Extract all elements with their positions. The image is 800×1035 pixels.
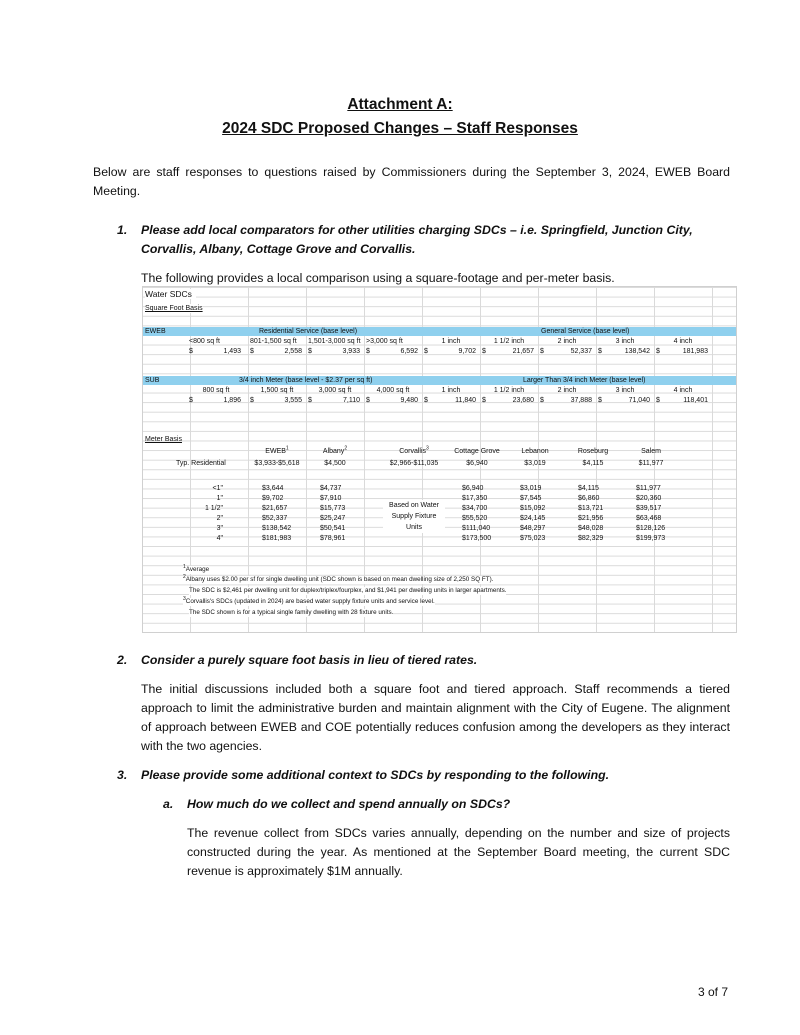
sub-currency-symbol: $ <box>656 397 660 404</box>
eweb-value-cell: 3,933 <box>342 348 360 355</box>
sub-value-cell: 7,110 <box>343 397 360 404</box>
meter-value-cell: $3,019 <box>520 485 542 492</box>
meter-header-roseburg: Roseburg <box>577 448 609 455</box>
eweb-col-header: 4 inch <box>673 338 693 345</box>
eweb-general-header: General Service (base level) <box>541 328 630 335</box>
table-title: Water SDCs <box>145 289 196 299</box>
meter-value-cell: $21,657 <box>262 505 288 512</box>
meter-header-eweb: EWEB$^1$ <box>265 445 289 455</box>
eweb-currency-symbol: $ <box>366 348 370 355</box>
sub-col-header: 3 inch <box>615 387 635 394</box>
eweb-header-band <box>143 327 736 336</box>
meter-value-cell: $3,644 <box>262 485 284 492</box>
sub-currency-symbol: $ <box>598 397 602 404</box>
meter-value-cell: $48,297 <box>520 525 546 532</box>
typ-residential-value: $6,940 <box>466 460 488 467</box>
eweb-currency-symbol: $ <box>424 348 428 355</box>
meter-value-cell: $50,541 <box>320 525 346 532</box>
meter-header-albany: Albany$^2$ <box>322 445 348 455</box>
sub-currency-symbol: $ <box>308 397 312 404</box>
question-3-text: Please provide some additional context to SDCs by responding to the following. <box>141 768 610 782</box>
question-1 <box>117 221 731 259</box>
eweb-col-header: 1,501-3,000 sq ft <box>308 338 361 345</box>
sub-currency-symbol: $ <box>250 397 254 404</box>
meter-value-cell: $15,773 <box>320 505 346 512</box>
meter-value-cell: $7,910 <box>320 495 342 502</box>
meter-size-label: 1 1/2" <box>204 505 223 512</box>
meter-value-cell: $111,040 <box>462 525 491 532</box>
meter-value-cell: $11,977 <box>636 485 661 492</box>
question-2-answer: The initial discussions included both a square foot and tiered approach. Staff recommends a tiered approach to limit the administrative burden and maintain alignment with the City of Eugene. The alignment of approach between EWEB and COE potentially reduces confusion among the developers as they interact with the two agencies. <box>141 682 730 753</box>
sub-currency-symbol: $ <box>189 397 193 404</box>
meter-size-label: 3" <box>216 525 223 532</box>
sub-col-header: 3,000 sq ft <box>318 387 352 394</box>
eweb-col-header: 2 inch <box>557 338 577 345</box>
typ-residential-value: $3,019 <box>524 460 546 467</box>
sdc-comparison-table <box>142 286 737 633</box>
typ-residential-value: $2,966-$11,035 <box>389 460 439 467</box>
eweb-currency-symbol: $ <box>482 348 486 355</box>
eweb-currency-symbol: $ <box>250 348 254 355</box>
typ-residential-value: $3,933-$5,618 <box>254 460 300 467</box>
document-subtitle: 2024 SDC Proposed Changes – Staff Responses <box>222 120 578 137</box>
meter-header-lebanon: Lebanon <box>521 448 549 455</box>
question-3-number: 3. <box>117 768 128 782</box>
sub-value-cell: 1,896 <box>223 397 241 404</box>
eweb-col-header: >3,000 sq ft <box>366 338 403 345</box>
footnote-2b: The SDC is $2,461 per dwelling unit for duplex/triplex/fourplex, and $1,941 per dwelling units in larger apartments. <box>189 587 507 594</box>
eweb-col-header: 801-1,500 sq ft <box>250 338 297 345</box>
meter-value-cell: $24,145 <box>520 515 546 522</box>
sub-value-cell: 11,840 <box>455 397 476 404</box>
eweb-currency-symbol: $ <box>308 348 312 355</box>
sub-general-header: Larger Than 3/4 inch Meter (base level) <box>523 377 646 384</box>
question-3a-text: How much do we collect and spend annually on SDCs? <box>187 797 511 811</box>
eweb-col-header: 3 inch <box>615 338 635 345</box>
sub-value-cell: 9,480 <box>400 397 418 404</box>
eweb-currency-symbol: $ <box>656 348 660 355</box>
question-1-answer: The following provides a local comparison using a square-footage and per-meter basis. <box>141 271 615 285</box>
meter-value-cell: $6,860 <box>578 495 600 502</box>
footnote-1: $^1$Average <box>183 563 210 573</box>
sub-currency-symbol: $ <box>540 397 544 404</box>
meter-value-cell: $181,983 <box>262 535 292 542</box>
question-3 <box>117 766 731 785</box>
eweb-value-cell: 1,493 <box>223 348 241 355</box>
meter-value-cell: $4,115 <box>578 485 599 492</box>
question-3a-answer: The revenue collect from SDCs varies annually, depending on the number and size of projects constructed during the year. As mentioned at the September Board meeting, the current SDC revenue is approximately $1M annually. <box>187 826 730 878</box>
typ-residential-value: $4,115 <box>582 460 604 467</box>
sub-col-header: 2 inch <box>557 387 577 394</box>
footnote-3a: $^3$Corvallis's SDCs (updated in 2024) are based water supply fixture units and service level. <box>183 595 435 605</box>
meter-value-cell: $128,126 <box>636 525 666 532</box>
attachment-title: Attachment A: <box>347 96 453 113</box>
meter-value-cell: $21,956 <box>578 515 604 522</box>
eweb-value-cell: 138,542 <box>624 348 650 355</box>
sub-col-header: 800 sq ft <box>202 387 230 394</box>
footnote-3b: The SDC shown is for a typical single family dwelling with 28 fixture units. <box>189 609 394 616</box>
typ-residential-label: Typ. Residential <box>176 460 226 467</box>
meter-value-cell: $25,247 <box>320 515 346 522</box>
question-1-text: Please add local comparators for other utilities charging SDCs – i.e. Springfield, Junction City, Corvallis, Albany, Cottage Grove and Corvallis. <box>141 223 693 256</box>
eweb-value-cell: 6,592 <box>400 348 418 355</box>
eweb-currency-symbol: $ <box>189 348 193 355</box>
meter-value-cell: $7,545 <box>520 495 542 502</box>
sub-value-cell: 118,401 <box>683 397 708 404</box>
meter-value-cell: $39,517 <box>636 505 662 512</box>
question-3a-label: a. <box>163 797 174 811</box>
eweb-col-header: 1 inch <box>441 338 461 345</box>
sub-value-cell: 3,555 <box>284 397 302 404</box>
sub-currency-symbol: $ <box>366 397 370 404</box>
meter-value-cell: $4,737 <box>320 485 342 492</box>
eweb-residential-header: Residential Service (base level) <box>259 328 358 335</box>
intro-paragraph: Below are staff responses to questions raised by Commissioners during the September 3, 2024, EWEB Board Meeting. <box>93 165 730 198</box>
meter-header-corvallis: Corvallis$^3$ <box>399 445 429 455</box>
meter-header-cottage-grove: Cottage Grove <box>454 448 500 455</box>
meter-value-cell: $34,700 <box>462 505 488 512</box>
sub-value-cell: 37,888 <box>570 397 592 404</box>
meter-value-cell: $20,360 <box>636 495 662 502</box>
sub-currency-symbol: $ <box>424 397 428 404</box>
sub-col-header: 1 1/2 inch <box>493 387 525 394</box>
sub-value-cell: 23,680 <box>512 397 534 404</box>
question-3a <box>163 795 727 814</box>
eweb-currency-symbol: $ <box>598 348 602 355</box>
meter-value-cell: $138,542 <box>262 525 292 532</box>
sub-residential-header: 3/4 inch Meter (base level - $2.37 per sq ft) <box>239 377 373 384</box>
meter-value-cell: $82,329 <box>578 535 604 542</box>
meter-value-cell: $17,350 <box>462 495 488 502</box>
meter-size-label: 2" <box>216 515 223 522</box>
eweb-label: EWEB <box>145 328 166 335</box>
meter-size-label: 4" <box>216 535 223 542</box>
eweb-currency-symbol: $ <box>540 348 544 355</box>
meter-value-cell: $199,973 <box>636 535 666 542</box>
meter-value-cell: $55,520 <box>462 515 488 522</box>
meter-value-cell: $15,092 <box>520 505 546 512</box>
eweb-value-cell: 2,558 <box>284 348 302 355</box>
meter-basis-label: Meter Basis <box>145 436 182 443</box>
meter-size-label: <1" <box>212 485 223 492</box>
question-1-number: 1. <box>117 223 128 237</box>
sub-col-header: 4 inch <box>673 387 693 394</box>
meter-value-cell: $6,940 <box>462 485 484 492</box>
sub-currency-symbol: $ <box>482 397 486 404</box>
eweb-value-cell: 52,337 <box>570 348 592 355</box>
eweb-col-header: 1 1/2 inch <box>493 338 525 345</box>
meter-value-cell: $173,500 <box>462 535 492 542</box>
sub-col-header: 1,500 sq ft <box>260 387 294 394</box>
meter-header-salem: Salem <box>641 448 661 455</box>
question-2 <box>117 651 731 670</box>
sub-header-band <box>143 376 736 385</box>
sub-col-header: 4,000 sq ft <box>376 387 410 394</box>
eweb-value-cell: 181,983 <box>682 348 708 355</box>
corvallis-fixture-note: Based on Water Supply Fixture Units <box>383 500 445 533</box>
eweb-value-cell: 21,657 <box>512 348 534 355</box>
sub-col-header: 1 inch <box>441 387 461 394</box>
typ-residential-value: $11,977 <box>638 460 664 467</box>
meter-value-cell: $9,702 <box>262 495 284 502</box>
meter-size-label: 1" <box>216 495 223 502</box>
meter-value-cell: $63,468 <box>636 515 662 522</box>
meter-value-cell: $78,961 <box>320 535 346 542</box>
meter-value-cell: $75,023 <box>520 535 546 542</box>
sub-label: SUB <box>145 377 160 384</box>
question-2-number: 2. <box>117 653 128 667</box>
footnote-2a: $^2$Albany uses $2.00 per sf for single dwelling unit (SDC shown is based on mean dwelling size of 2,250 SQ FT). <box>183 573 494 583</box>
page-number: 3 of 7 <box>697 985 728 999</box>
sub-value-cell: 71,040 <box>628 397 650 404</box>
eweb-value-cell: 9,702 <box>458 348 476 355</box>
eweb-col-header: <800 sq ft <box>189 338 220 345</box>
question-2-text: Consider a purely square foot basis in lieu of tiered rates. <box>141 653 478 667</box>
meter-value-cell: $52,337 <box>262 515 288 522</box>
square-foot-basis-label: Square Foot Basis <box>145 305 203 312</box>
meter-value-cell: $13,721 <box>578 505 604 512</box>
meter-value-cell: $48,028 <box>578 525 604 532</box>
typ-residential-value: $4,500 <box>324 460 346 467</box>
